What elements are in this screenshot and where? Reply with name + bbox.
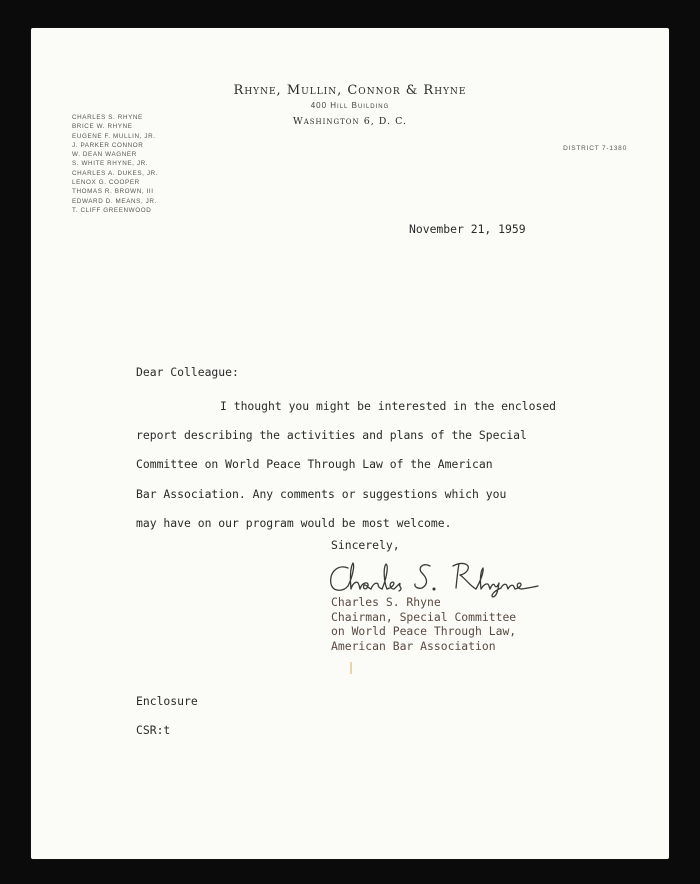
signer-title: on World Peace Through Law,: [331, 624, 517, 639]
partner-name: S. WHITE RHYNE, JR.: [72, 160, 149, 168]
body-line: report describing the activities and plans of the Special: [136, 428, 527, 443]
partner-name: W. DEAN WAGNER: [72, 151, 137, 159]
firm-city: Washington 6, D. C.: [292, 116, 408, 127]
partners-list: [72, 113, 158, 215]
body-line: Committee on World Peace Through Law of the American: [136, 457, 493, 472]
partner-name: LENOX G. COOPER: [72, 179, 140, 187]
signature-block: [331, 595, 516, 653]
body-line: Bar Association. Any comments or suggestions which you: [136, 486, 507, 501]
signer-title: Chairman, Special Committee: [331, 609, 517, 624]
partner-name: J. PARKER CONNOR: [72, 141, 144, 149]
signer-organization: American Bar Association: [331, 638, 496, 653]
body-line: I thought you might be interested in the enclosed: [220, 399, 557, 413]
partner-name: THOMAS R. BROWN, III: [72, 188, 154, 196]
letter-page: [31, 28, 669, 859]
reference-initials: CSR:t: [136, 723, 171, 737]
staple-mark: [349, 662, 353, 674]
partner-name: EDWARD D. MEANS, JR.: [72, 197, 157, 205]
letter-body: [136, 392, 566, 538]
enclosure-note: Enclosure: [136, 694, 198, 708]
closing: Sincerely,: [331, 538, 400, 552]
letter-date: November 21, 1959: [409, 222, 526, 236]
partner-name: T. CLIFF GREENWOOD: [72, 206, 152, 214]
partner-name: EUGENE F. MULLIN, JR.: [72, 132, 156, 140]
phone-number: DISTRICT 7-1380: [563, 145, 627, 152]
salutation: Dear Colleague:: [136, 365, 239, 379]
handwritten-signature: [326, 558, 546, 598]
partner-name: CHARLES S. RHYNE: [72, 114, 143, 121]
firm-name: Rhyne, Mullin, Connor & Rhyne: [233, 83, 467, 98]
signer-name: Charles S. Rhyne: [331, 595, 441, 609]
partner-name: CHARLES A. DUKES, JR.: [72, 169, 159, 177]
partner-name: BRICE W. RHYNE: [72, 123, 133, 131]
firm-building: 400 Hill Building: [310, 101, 390, 110]
body-line: may have on our program would be most welcome.: [136, 515, 452, 530]
